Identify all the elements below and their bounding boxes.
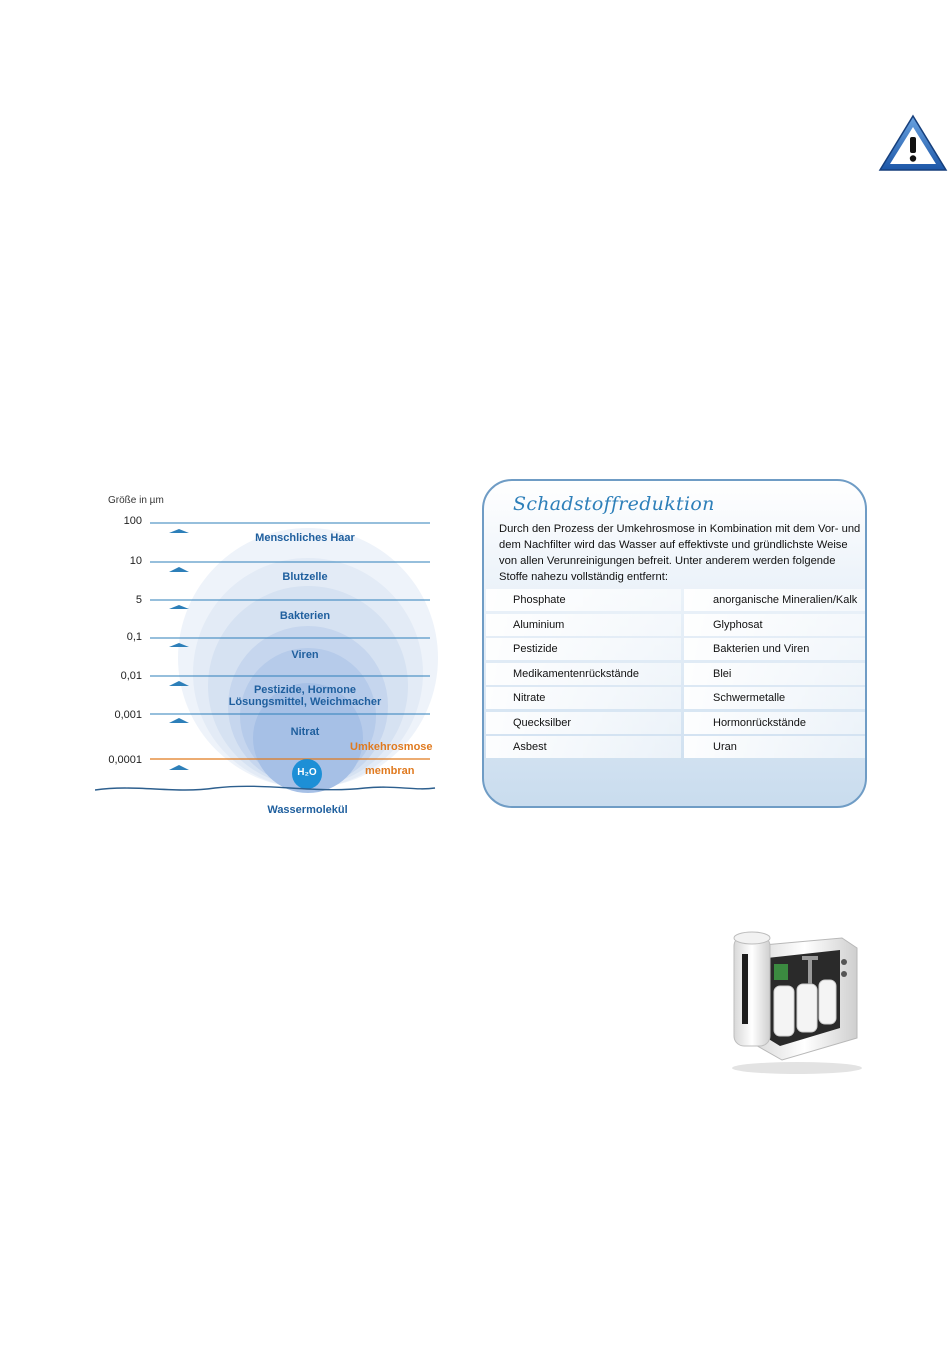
pollutant-item: Asbest (486, 736, 681, 758)
pollutant-item: Medikamentenrückstände (486, 663, 681, 685)
pollutant-item: Blei (684, 663, 865, 685)
pollutant-item: Schwermetalle (684, 687, 865, 709)
category-solvents-plasticizers: Lösungsmittel, Weichmacher (228, 696, 382, 708)
pollutant-item: Nitrate (486, 687, 681, 709)
panel-intro-text: Durch den Prozess der Umkehrosmose in Kombination mit dem Vor- und dem Nachfilter wird das Wasser auf effektivste und gründlichste Weise von allen Verunreinigungen befreit. Unter anderem werden folgende Stoffe nahezu vollständig entfernt: (499, 523, 861, 583)
category-viruses: Viren (291, 649, 319, 661)
pollutant-reduction-panel (482, 479, 867, 808)
size-unit-label: Größe in µm (108, 495, 164, 506)
pollutant-item: Uran (684, 736, 865, 758)
membrane-label-line2: membran (365, 765, 415, 777)
size-diagram (95, 488, 440, 823)
baseline-wave (95, 786, 435, 790)
category-human-hair: Menschliches Haar (255, 532, 355, 544)
pollutant-item: Bakterien und Viren (684, 638, 865, 660)
pollutant-item: Phosphate (486, 589, 681, 611)
pollutant-item: Glyphosat (684, 614, 865, 636)
category-blood-cell: Blutzelle (282, 571, 328, 583)
water-molecule-caption: Wassermolekül (267, 804, 348, 816)
tick-label-100: 100 (123, 515, 142, 527)
category-bacteria: Bakterien (279, 610, 331, 622)
water-purifier-image (722, 928, 872, 1076)
tick-label-10: 10 (129, 555, 142, 567)
tick-label-0-0001: 0,0001 (108, 754, 142, 766)
tick-label-0-001: 0,001 (114, 709, 142, 721)
pollutant-item: anorganische Mineralien/Kalk (684, 589, 865, 611)
pollutant-item: Quecksilber (486, 712, 681, 734)
panel-title: Schadstoffreduktion (513, 493, 715, 515)
tick-label-0-01: 0,01 (120, 670, 142, 682)
membrane-label-line1: Umkehrosmose (350, 741, 433, 753)
tick-label-0-1: 0,1 (126, 631, 142, 643)
tick-label-5: 5 (135, 594, 142, 606)
category-pesticides-hormones: Pestizide, Hormone (253, 684, 357, 696)
pollutant-item: Aluminium (486, 614, 681, 636)
water-molecule-label: H₂O (297, 767, 317, 778)
warning-icon (878, 113, 948, 173)
pollutant-item: Pestizide (486, 638, 681, 660)
category-nitrate: Nitrat (290, 726, 320, 738)
pollutant-item: Hormonrückstände (684, 712, 865, 734)
